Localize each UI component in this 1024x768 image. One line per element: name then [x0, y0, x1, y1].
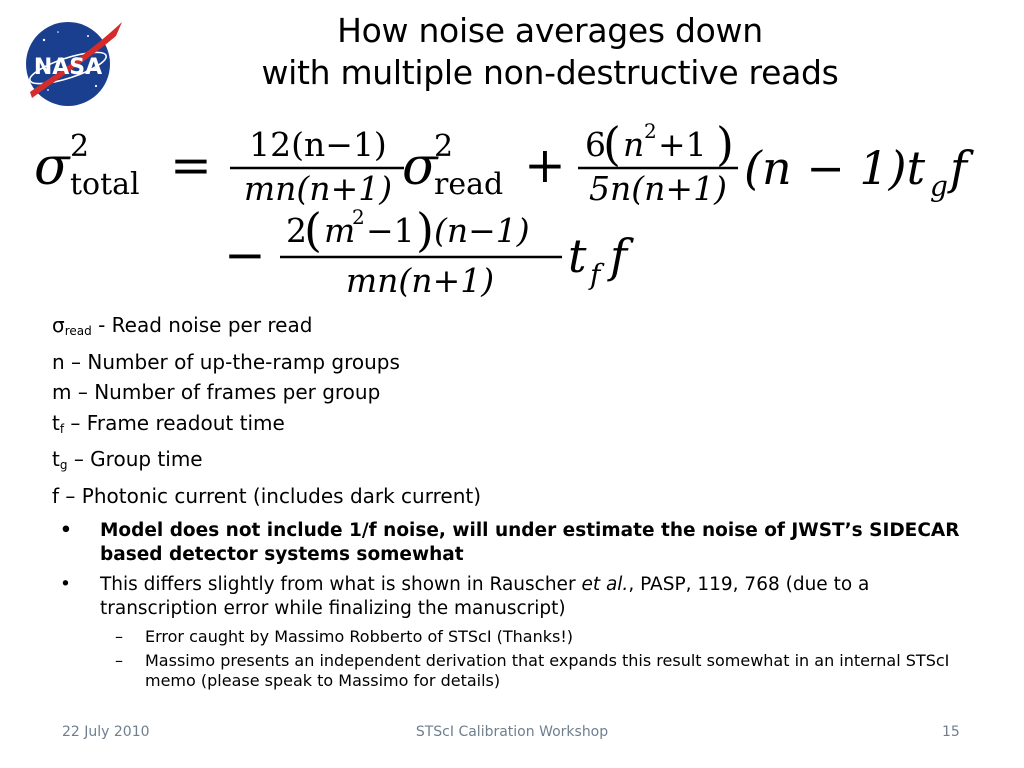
sub-bullet-1-text: Error caught by Massimo Robberto of STScI (Thanks!)	[145, 627, 574, 646]
term2-denominator: 5n(n+1)	[589, 169, 727, 208]
definition-n: n – Number of up-the-ramp groups	[52, 349, 400, 374]
title-line-2: with multiple non-destructive reads	[261, 53, 839, 92]
term3-tail-f: f	[610, 229, 628, 283]
bullet-2-text-pre: This differs slightly from what is shown in Rauscher	[100, 574, 582, 595]
variable-definitions	[52, 310, 481, 511]
lhs-sup: 2	[70, 129, 90, 164]
svg-text:): )	[716, 117, 734, 171]
definition-sigma-read: $\sigma_{read}$ - Read noise per read	[52, 313, 313, 338]
term3-num-2: 2	[286, 211, 307, 250]
definition-tf: $t_f$ – Frame readout time	[52, 410, 285, 436]
bullet-2: • This differs slightly from what is shown in Rauscher et al., PASP, 119, 768 (due to a transcription error while finalizing the manuscript)	[60, 574, 870, 619]
svg-text:(: (	[304, 203, 322, 257]
bullet-2-text-post: , PASP, 119, 768 (due to a transcription error while finalizing the manuscript)	[100, 574, 870, 619]
term3-num-tail: (n−1)	[434, 211, 530, 250]
bullet-1: • Model does not include 1/f noise, will under estimate the noise of JWST’s SIDECAR based detector systems somewhat	[60, 520, 960, 565]
nasa-logo-text: NASA	[33, 55, 103, 80]
term3-num-minus1: −1	[366, 211, 415, 250]
plus-sign: +	[524, 136, 566, 194]
term1-sigma: σ	[402, 137, 438, 197]
title-line-1: How noise averages down	[337, 11, 763, 50]
term1-sub: read	[434, 167, 504, 202]
bullet-list	[58, 519, 988, 695]
lhs-sub: total	[70, 167, 140, 202]
footer-date: 22 July 2010	[62, 724, 150, 740]
slide-title	[200, 10, 900, 94]
sub-bullet-2: – Massimo presents an independent derivation that expands this result somewhat in an internal STScI memo (please speak to Massimo for details)	[115, 651, 950, 690]
bullet-2-italic: et al.	[581, 574, 629, 595]
term2-num-plus1: +1	[658, 125, 707, 164]
term3-denominator: mn(n+1)	[345, 261, 495, 300]
term1-sup: 2	[434, 129, 454, 164]
term2-tail-sub: g	[930, 170, 948, 203]
term3-num-m: m	[324, 211, 356, 250]
term1-denominator: mn(n+1)	[243, 169, 393, 208]
term3-tail-sub: f	[590, 258, 601, 291]
definition-tg: $t_g$ – Group time	[52, 447, 203, 472]
equals-sign: =	[170, 136, 212, 194]
nasa-logo-icon	[18, 14, 126, 110]
term2-num-sup: 2	[644, 119, 657, 143]
sub-bullet-1: – Error caught by Massimo Robberto of STScI (Thanks!)	[115, 627, 574, 646]
term1-numerator: 12(n−1)	[249, 125, 387, 164]
term2-tail-f: f	[950, 141, 968, 195]
term3-tail-t: t	[568, 229, 587, 283]
svg-text:(: (	[603, 117, 621, 171]
lhs-sigma: σ	[34, 137, 70, 197]
noise-equation	[30, 112, 990, 312]
svg-text:): )	[416, 203, 434, 257]
term3-num-sup: 2	[352, 205, 365, 229]
minus-sign: −	[224, 226, 266, 284]
definition-m: m – Number of frames per group	[52, 380, 381, 404]
bullet-1-text: Model does not include 1/f noise, will under estimate the noise of JWST’s SIDECAR based detector systems somewhat	[100, 520, 960, 565]
sub-bullet-2-text: Massimo presents an independent derivation that expands this result somewhat in an internal STScI memo (please speak to Massimo for details)	[145, 651, 950, 690]
definition-f: f – Photonic current (includes dark current)	[52, 483, 482, 508]
term2-num-6: 6	[585, 125, 606, 164]
term2-tail: (n − 1)t	[744, 141, 926, 195]
term2-num-n: n	[623, 125, 645, 164]
footer-center: STScI Calibration Workshop	[415, 724, 609, 740]
footer-page-number: 15	[942, 724, 960, 740]
